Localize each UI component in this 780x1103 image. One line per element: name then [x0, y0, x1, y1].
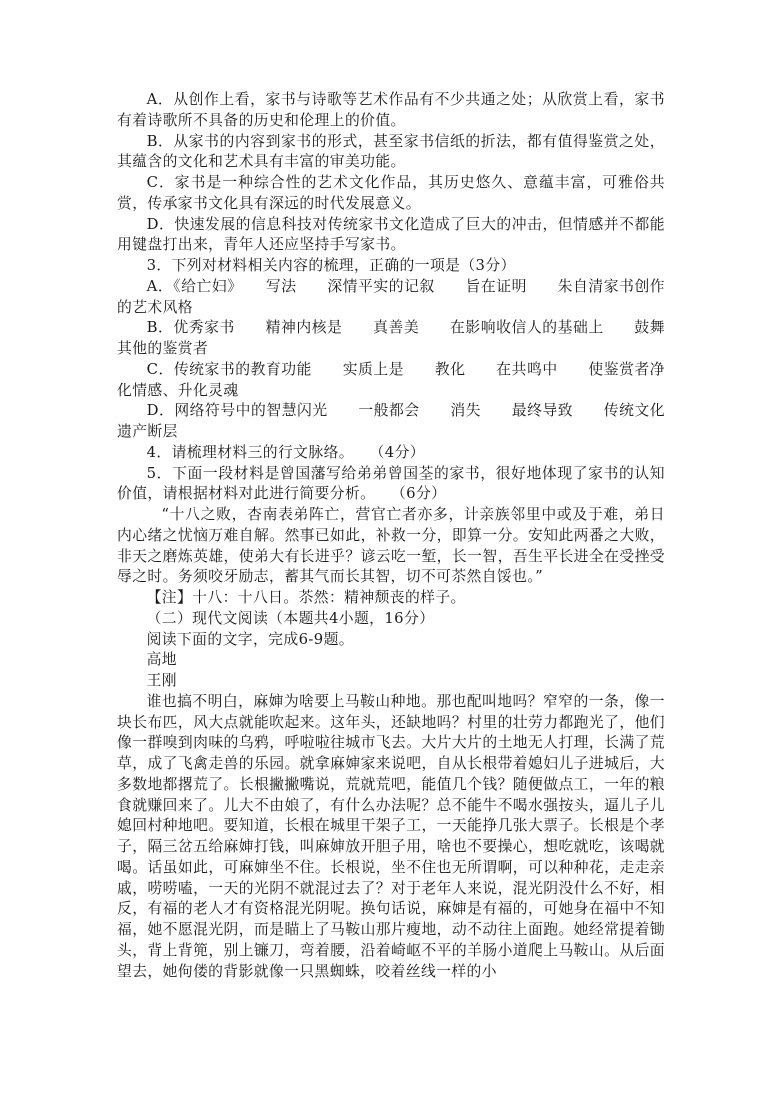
- question-3-option-c: C．传统家书的教育功能 实质上是 教化 在共鸣中 使鉴赏者净化情感、升化灵魂: [117, 360, 665, 399]
- section-heading: （二）现代文阅读（本题共4小题，16分）: [146, 609, 435, 627]
- reading-instruction: 阅读下面的文字，完成6-9题。: [146, 630, 354, 648]
- option-c-paragraph: C．家书是一种综合性的艺术文化作品，其历史悠久、意蕴丰富，可雅俗共赏，传承家书文化具有深远的时代发展意义。: [117, 174, 665, 212]
- option-b-paragraph: B．从家书的内容到家书的形式，甚至家书信纸的折法，都有值得鉴赏之处，其蕴含的文化和艺术具有丰富的审美功能。: [117, 132, 665, 171]
- option-d-paragraph: D．快速发展的信息科技对传统家书文化造成了巨大的冲击，但情感并不都能用键盘打出来，青年人还应坚持手写家书。: [117, 215, 665, 254]
- question-3-option-b: B．优秀家书 精神内核是 真善美 在影响收信人的基础上 鼓舞其他的鉴赏者: [117, 319, 665, 357]
- story-author: 王刚: [146, 672, 177, 689]
- quoted-letter: “十八之败，杏南表弟阵亡，营官亡者亦多，计亲族邻里中或及于难，弟日内心绪之忧恼万难自解。然事已如此，补救一分，即算一分。安知此两番之大败，非天之磨炼英雄，使弟大有长进乎？谚云吃一堑，长一智，吾生平长进全在受挫受辱之时。务须咬牙励志，蓄其气而长其智，切不可苶然自馁也。”: [117, 506, 665, 586]
- option-a-paragraph: A．从创作上看，家书与诗歌等艺术作品有不少共通之处；从欣赏上看，家书有着诗歌所不具备的历史和伦理上的价值。: [117, 91, 665, 129]
- question-3-option-a: A．《给亡妇》 写法 深情平实的记叙 旨在证明 朱自清家书创作的艺术风格: [117, 277, 665, 316]
- annotation-note: 【注】十八：十八日。苶然：精神颓丧的样子。: [146, 589, 466, 606]
- document-page: [117, 90, 665, 982]
- question-4: 4．请梳理材料三的行文脉络。 （4分）: [146, 443, 425, 461]
- story-title: 高地: [146, 651, 177, 669]
- story-body-paragraph: 谁也搞不明白，麻婶为啥要上马鞍山种地。那也配叫地吗？窄窄的一条，像一块长布匹，风大点就能吹起来。这年头，还缺地吗？村里的壮劳力都跑光了，他们像一群嗅到肉味的乌鸦，呼啦啦往城市飞去。大片大片的土地无人打理，长满了荒草，成了飞禽走兽的乐园。就拿麻婶家来说吧，自从长根带着媳妇儿子进城后，大多数地都撂荒了。长根撇撇嘴说，荒就荒吧，能值几个钱？随便做点工，一年的粮食就赚回来了。儿大不由娘了，有什么办法呢？总不能牛不喝水强按头，逼儿子儿媳回村种地吧。要知道，长根在城里干架子工，一天能挣几张大票子。长根是个孝子，隔三岔五给麻婶打钱，叫麻婶放开胆子用，啥也不要操心，想吃就吃，该喝就喝。话虽如此，可麻婶坐不住。长根说，坐不住也无所谓啊，可以种种花，走走亲戚，唠唠嗑，一天的光阴不就混过去了？对于老年人来说，混光阴没什么不好，相反，有福的老人才有资格混光阴呢。换句话说，麻婶是有福的，可她身在福中不知福，她不愿混光阴，而是瞄上了马鞍山那片瘦地，动不动往上面跑。她经常提着锄头，背上背篼，别上镰刀，弯着腰，沿着崎岖不平的羊肠小道爬上马鞍山。从后面望去，她佝偻的背影就像一只黑蜘蛛，咬着丝线一样的小: [117, 692, 665, 980]
- question-3-option-d: D．网络符号中的智慧闪光 一般都会 消失 最终导致 传统文化遗产断层: [117, 402, 665, 440]
- question-3: 3．下列对材料相关内容的梳理，正确的一项是（3分）: [146, 257, 516, 274]
- question-5: 5．下面一段材料是曾国藩写给弟弟曾国荃的家书，很好地体现了家书的认知价值，请根据材料对此进行简要分析。 （6分）: [117, 464, 665, 503]
